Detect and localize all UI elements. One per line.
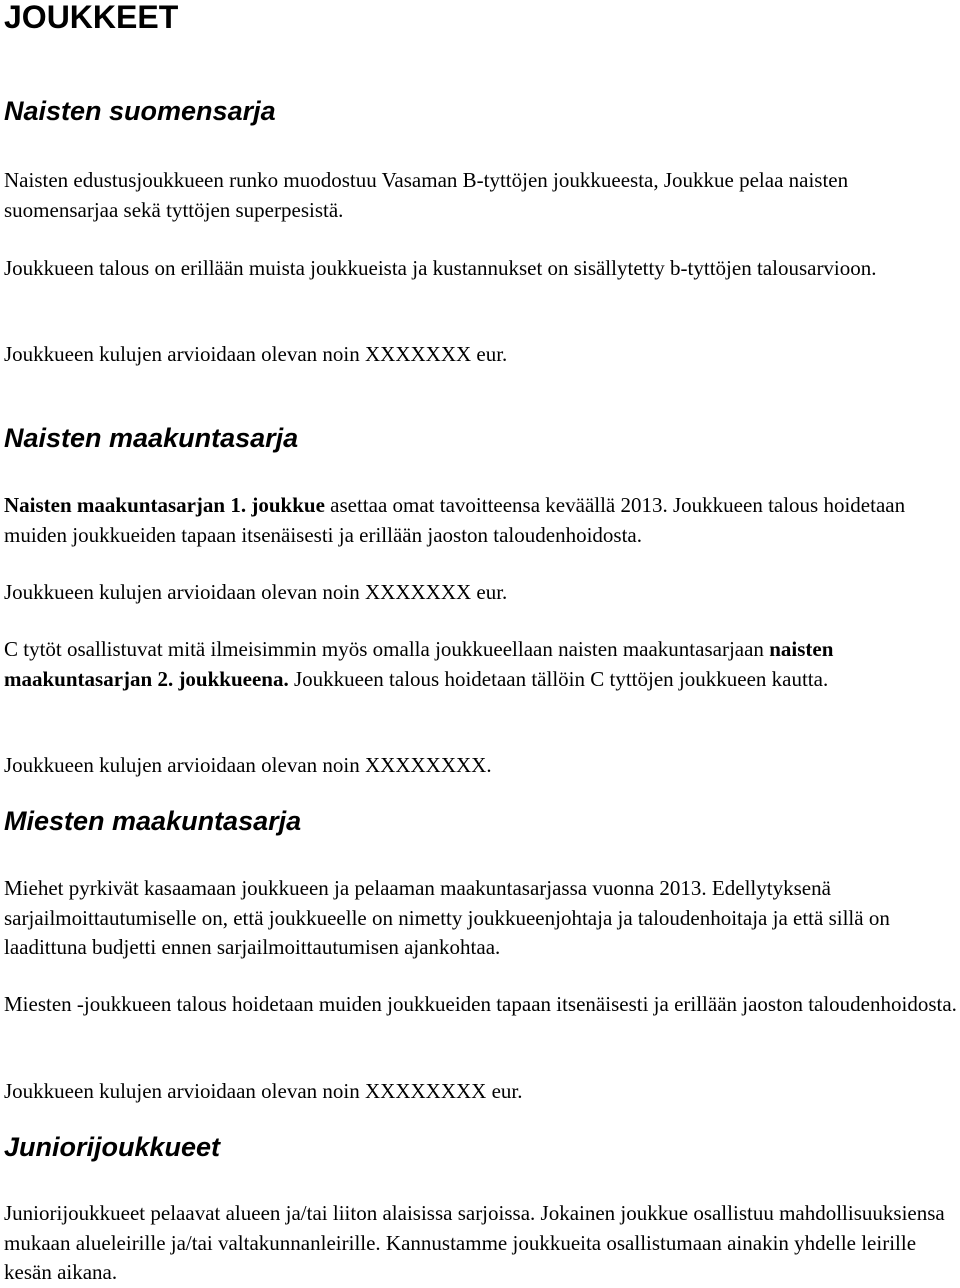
paragraph-text: C tytöt osallistuvat mitä ilmeisimmin myös omalla joukkueellaan naisten maakuntasarjaan — [4, 637, 770, 661]
heading-juniorijoukkueet: Juniorijoukkueet — [4, 1132, 221, 1162]
paragraph: Miehet pyrkivät kasaamaan joukkueen ja pelaaman maakuntasarjassa vuonna 2013. Edellytyksenä sarjailmoittautumiselle on, että joukkueelle on nimetty joukkueenjohtaja ja taloudenhoitaja ja että sillä on laadittuna budjetti ennen sarjailmoittautumisen ajankohtaa. — [4, 876, 890, 959]
paragraph: Joukkueen kulujen arvioidaan olevan noin XXXXXXX eur. — [4, 342, 508, 366]
paragraph: Juniorijoukkueet pelaavat alueen ja/tai liiton alaisissa sarjoissa. Jokainen joukkue osallistuu mahdollisuuksiensa mukaan alueleirille ja/tai valtakunnanleirille. Kannustamme joukkueita osallistumaan ainakin yhdelle leirille kesän aikana. — [4, 1201, 945, 1284]
paragraph: Miesten -joukkueen talous hoidetaan muiden joukkueiden tapaan itsenäisesti ja erillään jaoston taloudenhoidosta. — [4, 992, 957, 1016]
paragraph: Joukkueen talous on erillään muista joukkueista ja kustannukset on sisällytetty b-tyttöjen talousarvioon. — [4, 256, 877, 280]
document-title: JOUKKEET — [4, 0, 179, 35]
paragraph: Naisten edustusjoukkueen runko muodostuu Vasaman B-tyttöjen joukkueesta, Joukkue pelaa naisten suomensarjaa sekä tyttöjen superpesistä. — [4, 168, 849, 222]
paragraph: Joukkueen kulujen arvioidaan olevan noin XXXXXXX eur. — [4, 580, 508, 604]
heading-naisten-suomensarja: Naisten suomensarja — [4, 96, 276, 126]
bold-text: naisten maakuntasarjan 2. joukkueena. — [4, 637, 834, 691]
heading-naisten-maakuntasarja: Naisten maakuntasarja — [4, 423, 299, 453]
paragraph-text: asettaa omat tavoitteensa keväällä 2013. Joukkueen talous hoidetaan muiden joukkueiden tapaan itsenäisesti ja erillään jaoston taloudenhoidosta. — [4, 493, 906, 547]
paragraph: Joukkueen kulujen arvioidaan olevan noin XXXXXXXX. — [4, 753, 492, 777]
heading-miesten-maakuntasarja: Miesten maakuntasarja — [4, 806, 302, 836]
paragraph-text: Joukkueen talous hoidetaan tällöin C tyttöjen joukkueen kautta. — [288, 666, 829, 691]
paragraph: Joukkueen kulujen arvioidaan olevan noin XXXXXXXX eur. — [4, 1079, 523, 1103]
bold-text: Naisten maakuntasarjan 1. joukkue — [4, 493, 325, 517]
paragraph — [4, 491, 960, 550]
paragraph — [4, 635, 960, 694]
